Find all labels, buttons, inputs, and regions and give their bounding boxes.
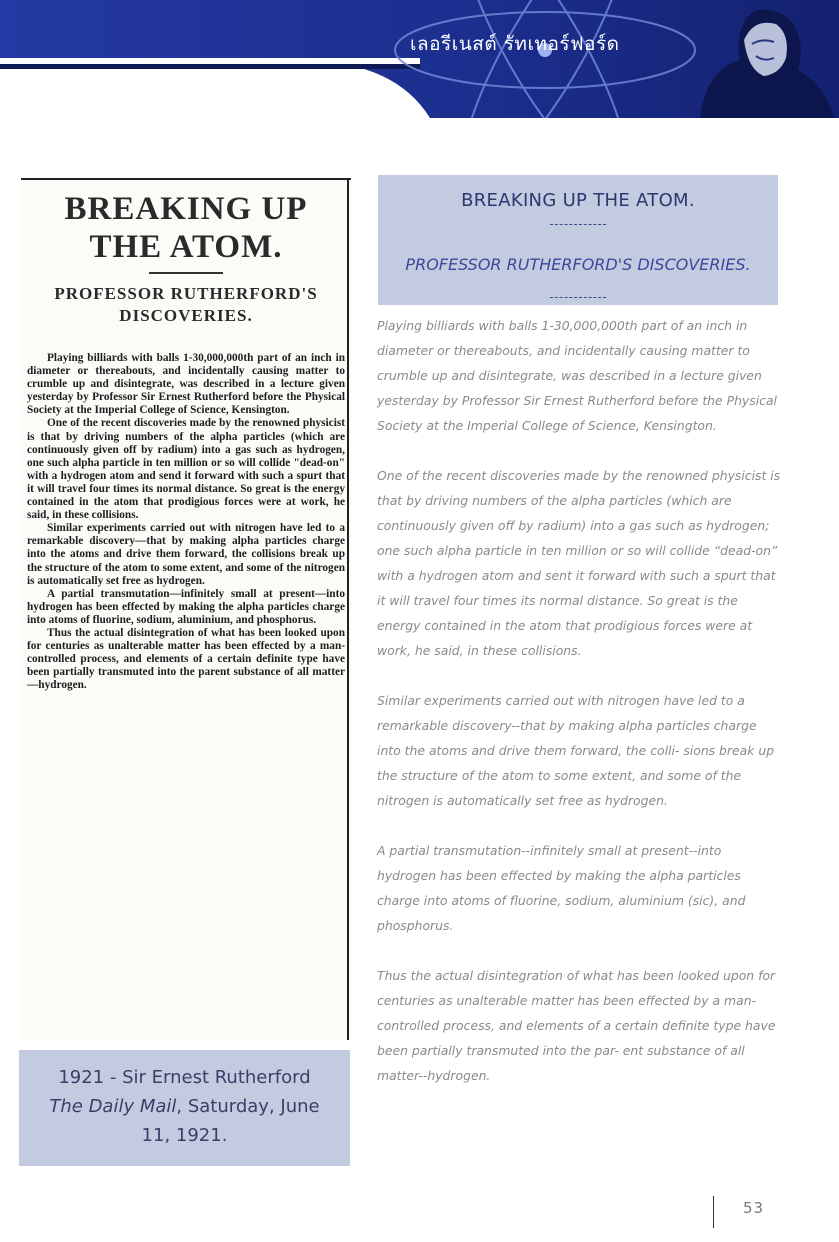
caption-box: [19, 1050, 350, 1166]
clipping-subhead-line1: PROFESSOR RUTHERFORD'S: [54, 284, 318, 303]
newspaper-clipping: [21, 178, 351, 1040]
clipping-paragraph: Similar experiments carried out with nitrogen have led to a remarkable discovery—that by making alpha particles charge into the atoms and drive them forward, the collisions break up the structure of the atom to some extent, and some of the nitrogen is automatically set free as hydrogen.: [27, 522, 345, 587]
clipping-separator: [149, 272, 223, 274]
caption-date-part2: 11, 1921.: [141, 1125, 228, 1146]
transcription-paragraph: One of the recent discoveries made by the renowned physicist is that by driving numbers of the alpha particles (which are continuously given off by radium) into a gas such as hydrogen; one such alpha particle in ten million or so will collide “dead-on” with a hydrogen atom and sent it forward with such a spurt that it will travel four times its normal distance. So great is the energy contained in the atom that prodigious forces were at work, he said, in these collisions.: [377, 468, 781, 658]
transcription-body: [377, 313, 782, 1113]
clipping-paragraph: A partial transmutation—infinitely small at present—into hydrogen has been effected by making the alpha particles charge into atoms of fluorine, sodium, aluminium, and phosphorus.: [27, 587, 345, 626]
header-title: เลอรีเนสต์ รัทเทอร์ฟอร์ด: [410, 33, 620, 55]
transcription-paragraph: Similar experiments carried out with nitrogen have led to a remarkable discovery--that by making alpha particles charge into the atoms and drive them forward, the colli- sions break up the structure of the atom to some extent, and some of the nitrogen is automatically set free as hydrogen.: [377, 693, 775, 808]
clipping-headline-line1: BREAKING UP: [64, 191, 308, 227]
clipping-paragraph: One of the recent discoveries made by the renowned physicist is that by driving numbers of the alpha particles (which are continuously given off by radium) into a gas such as hydrogen, one such alpha particle in ten million or so will collide "dead-on" with a hydrogen atom and send it forward with such a spurt that it will travel four times its normal distance. So great is the energy contained in the atom that prodigious forces were at work, he said, in these collisions.: [27, 417, 345, 522]
transcription-paragraph: A partial transmutation--infinitely small at present--into hydrogen has been effected by making the alpha particles charge into atoms of fluorine, sodium, aluminium (sic), and phosphorus.: [377, 843, 746, 933]
caption-line1: 1921 - Sir Ernest Rutherford: [58, 1067, 311, 1088]
page-number: 53: [743, 1199, 765, 1217]
clipping-column-rule: [347, 180, 349, 1040]
transcription-paragraph: Playing billiards with balls 1-30,000,000th part of an inch in diameter or thereabouts, and incidentally causing matter to crumble up and disintegrate, was described in a lecture given yesterday by Professor Sir Ernest Rutherford before the Physical Society at the Imperial College of Science, Kensington.: [377, 318, 777, 433]
caption-date-part1: , Saturday, June: [176, 1096, 320, 1117]
title-dash-separator: [550, 224, 606, 225]
header-banner: [0, 0, 839, 118]
subtitle-dash-separator: [550, 297, 606, 298]
transcription-paragraph: Thus the actual disintegration of what has been looked upon for centuries as unalterable matter has been effected by a man-controlled process, and elements of a certain definite type have been partially transmuted into the par- ent substance of all matter--hydrogen.: [377, 968, 776, 1083]
caption-paper: The Daily Mail: [49, 1096, 177, 1117]
transcription-subtitle: PROFESSOR RUTHERFORD'S DISCOVERIES.: [405, 255, 751, 274]
header-background: [0, 0, 839, 118]
transcription-title-box: [378, 175, 778, 305]
clipping-paragraph: Playing billiards with balls 1-30,000,000th part of an inch in diameter or thereabouts, and incidentally causing matter to crumble up and disintegrate, was described in a lecture given yesterday by Professor Sir Ernest Rutherford before the Physical Society at the Imperial College of Science, Kensington.: [27, 352, 345, 417]
clipping-body: [27, 352, 345, 1032]
clipping-subhead-line2: DISCOVERIES.: [119, 306, 253, 325]
caption-line2: [19, 1092, 350, 1121]
clipping-paragraph: Thus the actual disintegration of what has been looked upon for centuries as unalterable matter has been effected by a man-controlled process, and elements of a certain definite type have been partially transmuted into the parent substance of all matter—hydrogen.: [27, 626, 345, 692]
page-number-rule: [713, 1196, 714, 1228]
transcription-title: BREAKING UP THE ATOM.: [461, 190, 695, 211]
clipping-headline-line2: THE ATOM.: [89, 229, 283, 265]
